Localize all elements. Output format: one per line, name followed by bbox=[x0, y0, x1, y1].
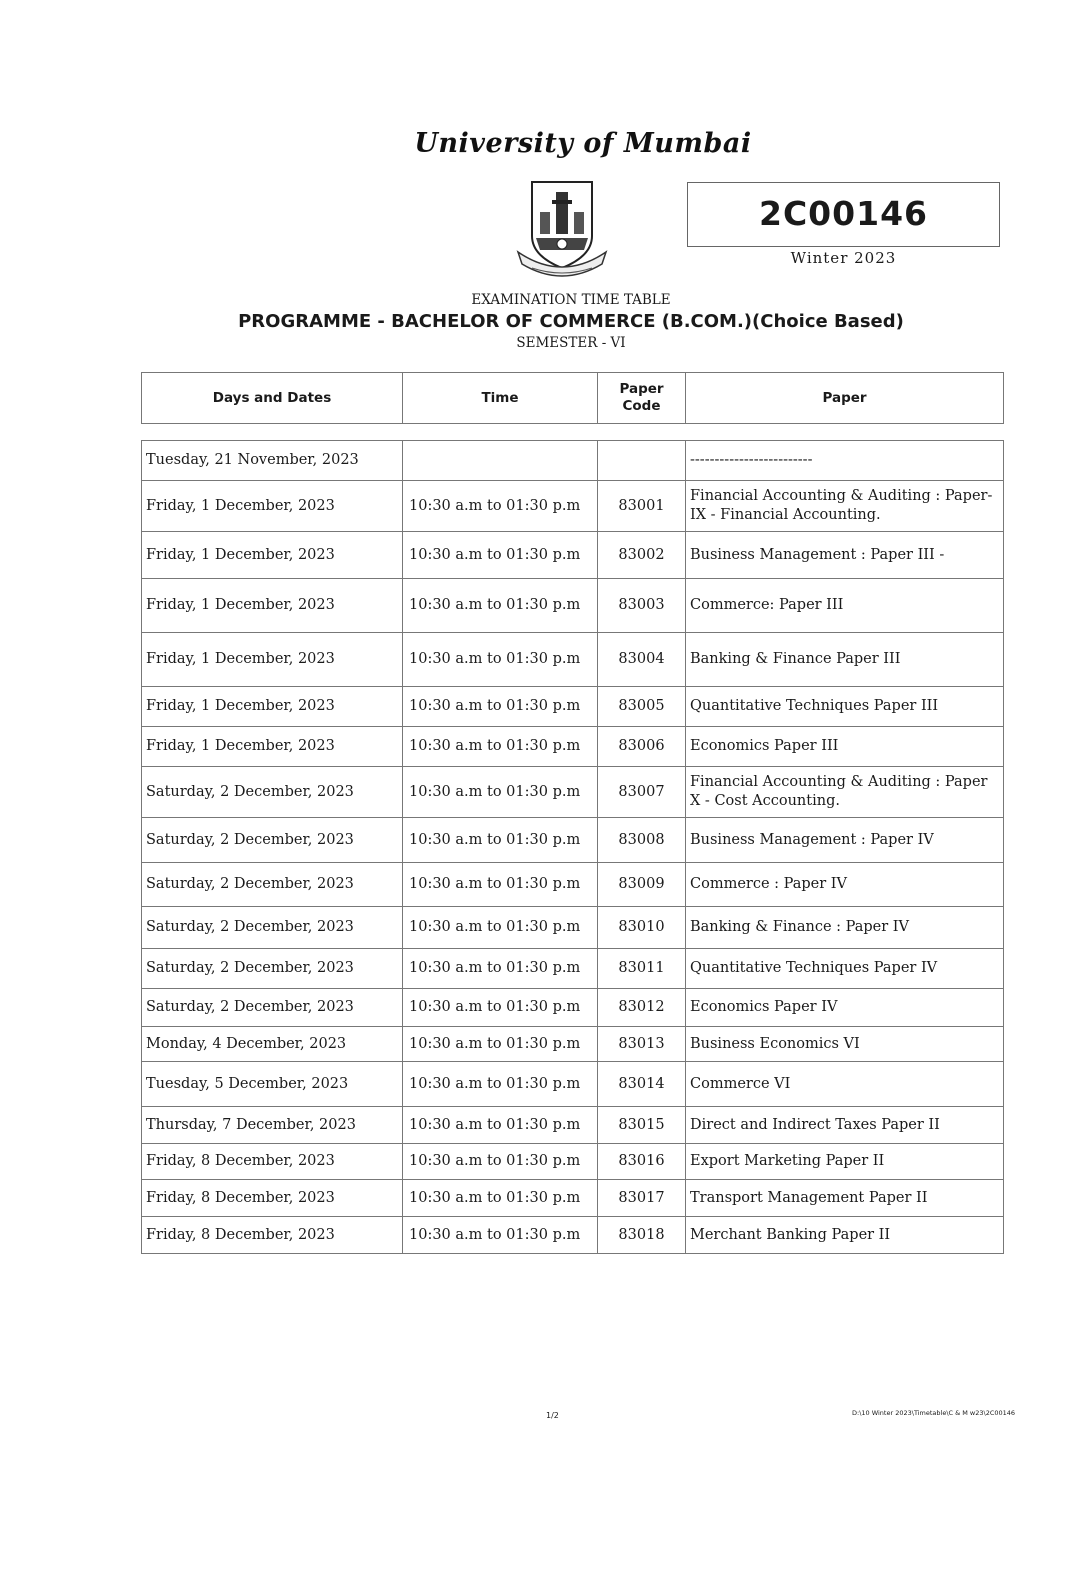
col-header-paper: Paper bbox=[686, 373, 1004, 424]
cell-time: 10:30 a.m to 01:30 p.m bbox=[403, 818, 598, 863]
cell-code: 83002 bbox=[598, 532, 686, 579]
cell-time: 10:30 a.m to 01:30 p.m bbox=[403, 579, 598, 633]
table-row bbox=[142, 989, 1004, 1027]
table-row bbox=[142, 1144, 1004, 1180]
cell-code: 83008 bbox=[598, 818, 686, 863]
cell-paper: Banking & Finance : Paper IV bbox=[686, 907, 1004, 949]
cell-time: 10:30 a.m to 01:30 p.m bbox=[403, 949, 598, 989]
cell-date: Tuesday, 5 December, 2023 bbox=[142, 1062, 403, 1107]
table-row bbox=[142, 1180, 1004, 1217]
table-row bbox=[142, 863, 1004, 907]
cell-paper: ------------------------- bbox=[686, 441, 1004, 481]
timetable-body bbox=[141, 440, 1004, 1254]
cell-code: 83009 bbox=[598, 863, 686, 907]
cell-paper: Financial Accounting & Auditing : Paper X - Cost Accounting. bbox=[686, 767, 1004, 818]
cell-paper: Export Marketing Paper II bbox=[686, 1144, 1004, 1180]
timetable-heading: EXAMINATION TIME TABLE bbox=[471, 292, 671, 308]
cell-time: 10:30 a.m to 01:30 p.m bbox=[403, 1062, 598, 1107]
table-row bbox=[142, 687, 1004, 727]
cell-time: 10:30 a.m to 01:30 p.m bbox=[403, 532, 598, 579]
table-row bbox=[142, 481, 1004, 532]
col-header-days: Days and Dates bbox=[142, 373, 403, 424]
table-row bbox=[142, 818, 1004, 863]
cell-code: 83001 bbox=[598, 481, 686, 532]
cell-code: 83011 bbox=[598, 949, 686, 989]
cell-paper: Banking & Finance Paper III bbox=[686, 633, 1004, 687]
cell-date: Saturday, 2 December, 2023 bbox=[142, 989, 403, 1027]
table-row bbox=[142, 441, 1004, 481]
cell-time: 10:30 a.m to 01:30 p.m bbox=[403, 687, 598, 727]
table-row bbox=[142, 633, 1004, 687]
table-row bbox=[142, 727, 1004, 767]
cell-code: 83006 bbox=[598, 727, 686, 767]
cell-paper: Economics Paper III bbox=[686, 727, 1004, 767]
cell-code: 83005 bbox=[598, 687, 686, 727]
cell-code: 83013 bbox=[598, 1027, 686, 1062]
cell-code: 83016 bbox=[598, 1144, 686, 1180]
exam-code-box bbox=[687, 182, 1000, 247]
cell-time: 10:30 a.m to 01:30 p.m bbox=[403, 989, 598, 1027]
cell-paper: Direct and Indirect Taxes Paper II bbox=[686, 1107, 1004, 1144]
cell-code: 83007 bbox=[598, 767, 686, 818]
table-row bbox=[142, 907, 1004, 949]
cell-paper: Economics Paper IV bbox=[686, 989, 1004, 1027]
cell-code: 83018 bbox=[598, 1217, 686, 1254]
table-row bbox=[142, 949, 1004, 989]
cell-time: 10:30 a.m to 01:30 p.m bbox=[403, 767, 598, 818]
cell-date: Saturday, 2 December, 2023 bbox=[142, 907, 403, 949]
university-crest-logo bbox=[512, 178, 612, 278]
cell-date: Friday, 1 December, 2023 bbox=[142, 579, 403, 633]
cell-date: Friday, 1 December, 2023 bbox=[142, 481, 403, 532]
cell-paper: Transport Management Paper II bbox=[686, 1180, 1004, 1217]
cell-code: 83014 bbox=[598, 1062, 686, 1107]
cell-paper: Business Management : Paper IV bbox=[686, 818, 1004, 863]
col-header-code: Paper Code bbox=[598, 373, 686, 424]
cell-code bbox=[598, 441, 686, 481]
cell-paper: Business Economics VI bbox=[686, 1027, 1004, 1062]
cell-paper: Commerce : Paper IV bbox=[686, 863, 1004, 907]
cell-date: Friday, 1 December, 2023 bbox=[142, 727, 403, 767]
cell-paper: Business Management : Paper III - bbox=[686, 532, 1004, 579]
cell-paper: Commerce: Paper III bbox=[686, 579, 1004, 633]
cell-time bbox=[403, 441, 598, 481]
table-row bbox=[142, 1217, 1004, 1254]
cell-code: 83017 bbox=[598, 1180, 686, 1217]
cell-date: Friday, 1 December, 2023 bbox=[142, 687, 403, 727]
col-header-time: Time bbox=[403, 373, 598, 424]
cell-date: Saturday, 2 December, 2023 bbox=[142, 818, 403, 863]
programme-heading: PROGRAMME - BACHELOR OF COMMERCE (B.COM.)(Choice Based) bbox=[238, 311, 904, 332]
cell-date: Saturday, 2 December, 2023 bbox=[142, 949, 403, 989]
cell-time: 10:30 a.m to 01:30 p.m bbox=[403, 863, 598, 907]
cell-code: 83012 bbox=[598, 989, 686, 1027]
exam-code: 2C00146 bbox=[759, 194, 928, 233]
cell-time: 10:30 a.m to 01:30 p.m bbox=[403, 727, 598, 767]
cell-paper: Merchant Banking Paper II bbox=[686, 1217, 1004, 1254]
cell-code: 83004 bbox=[598, 633, 686, 687]
cell-paper: Financial Accounting & Auditing : Paper-IX - Financial Accounting. bbox=[686, 481, 1004, 532]
cell-date: Friday, 8 December, 2023 bbox=[142, 1144, 403, 1180]
cell-date: Tuesday, 21 November, 2023 bbox=[142, 441, 403, 481]
table-row bbox=[142, 1062, 1004, 1107]
cell-paper: Quantitative Techniques Paper III bbox=[686, 687, 1004, 727]
table-row bbox=[142, 579, 1004, 633]
university-title: University of Mumbai bbox=[414, 128, 752, 159]
cell-date: Thursday, 7 December, 2023 bbox=[142, 1107, 403, 1144]
cell-time: 10:30 a.m to 01:30 p.m bbox=[403, 1180, 598, 1217]
cell-time: 10:30 a.m to 01:30 p.m bbox=[403, 633, 598, 687]
table-row bbox=[142, 1107, 1004, 1144]
cell-time: 10:30 a.m to 01:30 p.m bbox=[403, 907, 598, 949]
cell-date: Friday, 8 December, 2023 bbox=[142, 1180, 403, 1217]
table-row bbox=[142, 1027, 1004, 1062]
cell-date: Friday, 8 December, 2023 bbox=[142, 1217, 403, 1254]
cell-time: 10:30 a.m to 01:30 p.m bbox=[403, 1027, 598, 1062]
cell-date: Monday, 4 December, 2023 bbox=[142, 1027, 403, 1062]
cell-date: Friday, 1 December, 2023 bbox=[142, 633, 403, 687]
file-path: D:\10 Winter 2023\Timetable\C & M w23\2C00146 bbox=[852, 1409, 1016, 1417]
cell-time: 10:30 a.m to 01:30 p.m bbox=[403, 1217, 598, 1254]
cell-code: 83015 bbox=[598, 1107, 686, 1144]
semester-heading: SEMESTER - VI bbox=[516, 335, 626, 351]
cell-date: Saturday, 2 December, 2023 bbox=[142, 863, 403, 907]
page-number: 1/2 bbox=[546, 1411, 559, 1420]
cell-time: 10:30 a.m to 01:30 p.m bbox=[403, 1144, 598, 1180]
cell-date: Friday, 1 December, 2023 bbox=[142, 532, 403, 579]
timetable-header bbox=[141, 372, 1004, 424]
cell-time: 10:30 a.m to 01:30 p.m bbox=[403, 481, 598, 532]
cell-code: 83003 bbox=[598, 579, 686, 633]
cell-time: 10:30 a.m to 01:30 p.m bbox=[403, 1107, 598, 1144]
table-row bbox=[142, 767, 1004, 818]
cell-date: Saturday, 2 December, 2023 bbox=[142, 767, 403, 818]
cell-paper: Commerce VI bbox=[686, 1062, 1004, 1107]
exam-session: Winter 2023 bbox=[790, 249, 897, 267]
cell-paper: Quantitative Techniques Paper IV bbox=[686, 949, 1004, 989]
cell-code: 83010 bbox=[598, 907, 686, 949]
table-row bbox=[142, 532, 1004, 579]
